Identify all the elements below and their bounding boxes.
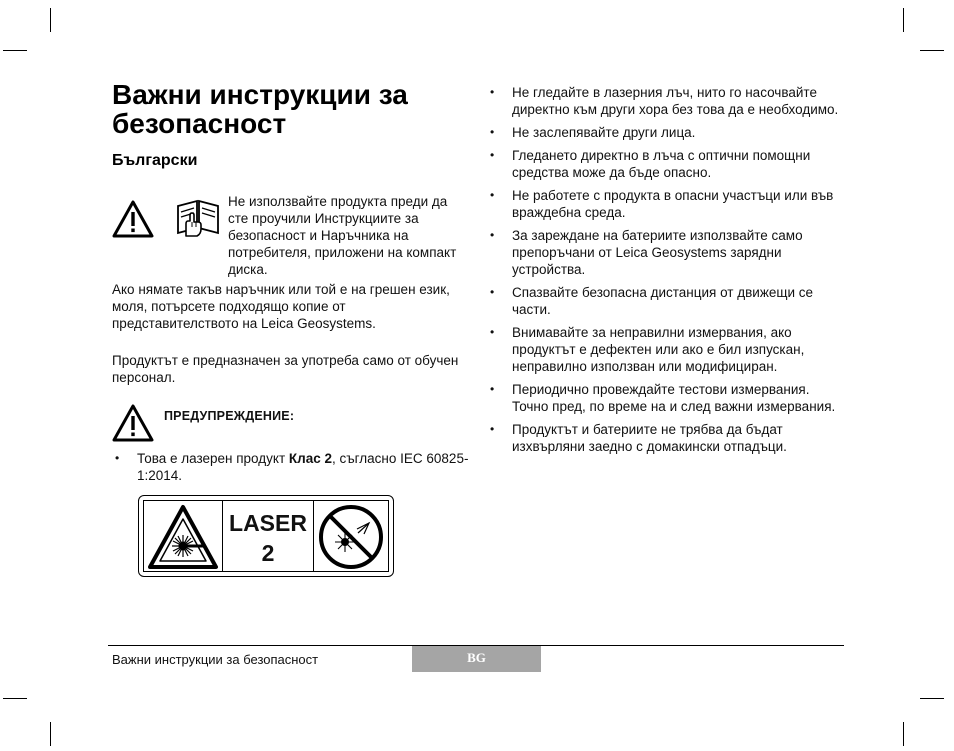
list-item: • Спазвайте безопасна дистанция от движещи се части. (487, 284, 847, 318)
crop-mark (50, 722, 51, 746)
crop-mark (903, 8, 904, 32)
crop-mark (920, 698, 944, 699)
warning-label: ПРЕДУПРЕЖДЕНИЕ: (164, 409, 295, 423)
warning-list (112, 450, 472, 484)
crop-mark (50, 8, 51, 32)
list-item: • За зареждане на батериите използвайте само препоръчани от Leica Geosystems зарядни устройства. (487, 227, 847, 278)
list-item: • Внимавайте за неправилни измервания, ако продуктът е дефектен или ако е бил изпускан, неправилно използван или модифициран. (487, 324, 847, 375)
footer-section-title: Важни инструкции за безопасност (112, 652, 319, 667)
laser-class-number: 2 (261, 540, 275, 566)
language-badge: BG (412, 646, 541, 672)
page-title: Важни инструкции за безопасност (112, 79, 408, 139)
language-heading: Български (112, 152, 198, 169)
intro-text: Не използвайте продукта преди да сте проучили Инструкциите за безопасност и Наръчника на потребителя, приложени на компакт диска. (228, 194, 457, 277)
paragraph-manual: Ако нямате такъв наръчник или той е на грешен език, моля, потърсете подходящо копие от представителството на Leica Geosystems. (112, 282, 450, 331)
laser-class-label (138, 495, 394, 577)
list-item: • Не гледайте в лазерния лъч, нито го насочвайте директно към други хора без това да е необходимо. (487, 84, 847, 118)
list-item: • Продуктът и батериите не трябва да бъдат изхвърляни заедно с домакински отпадъци. (487, 421, 847, 455)
crop-mark (3, 698, 27, 699)
crop-mark (920, 50, 944, 51)
laser-word: LASER (229, 510, 307, 536)
list-item: • Това е лазерен продукт Клас 2, съгласно IEC 60825-1:2014. (112, 450, 472, 484)
read-manual-icon (176, 198, 220, 238)
safety-list (487, 84, 847, 461)
warning-triangle-icon (111, 199, 155, 239)
crop-mark (3, 50, 27, 51)
warning-triangle-icon (111, 403, 155, 443)
no-stare-icon (314, 501, 390, 573)
list-item: • Не заслепявайте други лица. (487, 124, 847, 141)
list-item: • Не работете с продукта в опасни участъци или във враждебна среда. (487, 187, 847, 221)
paragraph-personnel: Продуктът е предназначен за употреба само от обучен персонал. (112, 353, 459, 385)
crop-mark (903, 722, 904, 746)
laser-warning-icon (144, 501, 222, 573)
list-item: • Гледането директно в лъча с оптични помощни средства може да бъде опасно. (487, 147, 847, 181)
list-item: • Периодично провеждайте тестови измервания. Точно пред, по време на и след важни измервания. (487, 381, 847, 415)
